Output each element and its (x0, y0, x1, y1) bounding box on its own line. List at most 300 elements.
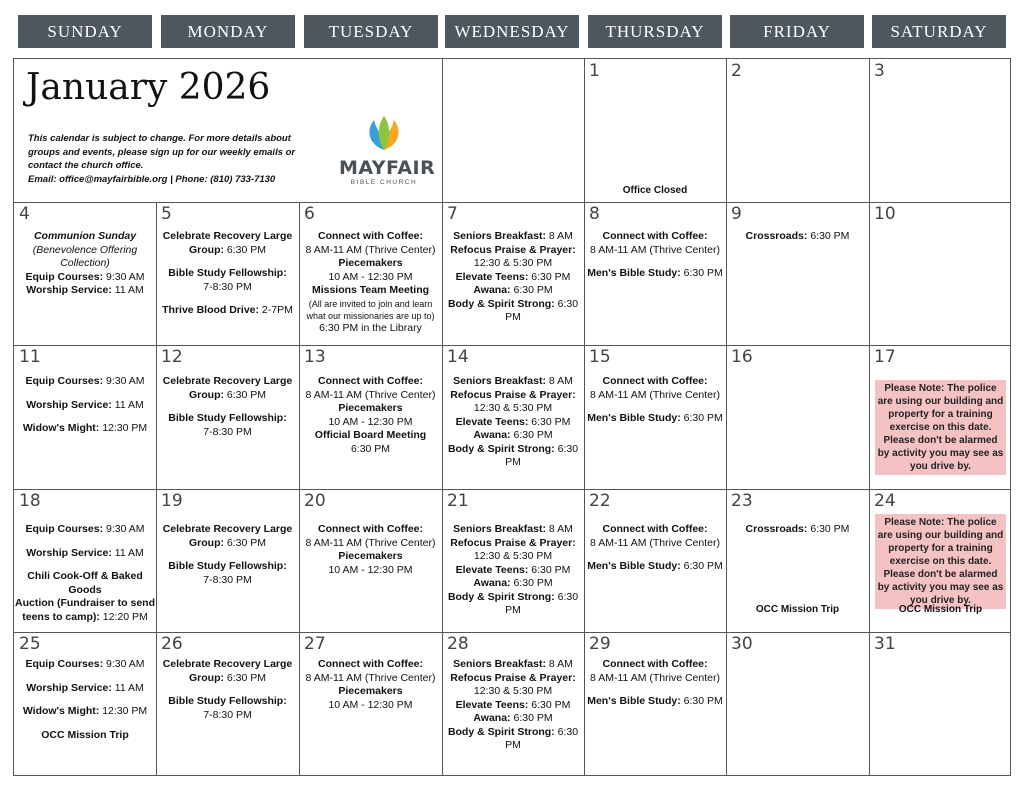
event-line (442, 284, 584, 298)
event-time: 6:30 PM (807, 230, 850, 242)
event-name: Communion Sunday (33, 230, 137, 242)
event-name: (Benevolence Offering (32, 243, 138, 256)
event-name: Bible Study Fellowship: (168, 560, 287, 572)
event-time: 12:30 & 5:30 PM (473, 685, 553, 697)
event-name: Connect with Coffee: (318, 523, 423, 535)
event-line (299, 658, 442, 672)
event-time: 6:30 PM (528, 563, 571, 576)
day-header-sunday (18, 15, 152, 48)
day-cell-17[interactable] (869, 345, 1012, 489)
event-name: Body & Spirit Strong: (447, 442, 555, 455)
event-name: Refocus Praise & Prayer: (450, 671, 576, 684)
event-time: 12:30 PM (99, 422, 148, 434)
event-line (156, 426, 299, 440)
day-cell-24[interactable] (869, 489, 1012, 632)
event-name: Collection) (60, 257, 110, 269)
event-line (299, 284, 442, 298)
event-name: Equip Courses: (25, 375, 104, 387)
event-time: 6:30 PM (505, 590, 579, 616)
event-line (442, 244, 584, 258)
event-line (156, 523, 299, 537)
event-line (442, 550, 584, 564)
day-cell-26[interactable] (156, 632, 299, 777)
day-number: 12 (161, 347, 183, 367)
day-events (156, 230, 299, 318)
event-line (156, 281, 299, 295)
event-line (299, 257, 442, 271)
event-line (299, 322, 442, 336)
event-name: Connect with Coffee: (602, 658, 708, 670)
event-line (299, 537, 442, 551)
event-name: Connect with Coffee: (318, 658, 423, 670)
day-number: 25 (19, 634, 41, 654)
event-line (156, 389, 299, 403)
event-name: Awana: (473, 429, 511, 441)
day-cell-14[interactable] (442, 345, 584, 489)
event-line (442, 402, 584, 416)
event-time: 6:30 PM (680, 267, 723, 279)
event-line (299, 310, 442, 322)
event-name: Men's Bible Study: (587, 267, 681, 279)
day-header-label: THURSDAY (605, 21, 705, 41)
day-bottom-label: Office Closed (622, 185, 688, 196)
event-name: Piecemakers (338, 685, 403, 697)
day-number: 14 (447, 347, 469, 367)
day-cell-11[interactable] (14, 345, 156, 489)
day-header-friday (730, 15, 864, 48)
day-events (584, 658, 726, 709)
event-time: 6:30 PM (223, 243, 267, 256)
day-cell-30[interactable] (726, 632, 869, 777)
event-name: Celebrate Recovery Large (162, 375, 293, 387)
event-name: Connect with Coffee: (318, 375, 423, 387)
event-name: Body & Spirit Strong: (447, 725, 555, 738)
day-events (584, 375, 726, 426)
day-number: 24 (874, 491, 896, 511)
day-cell-13[interactable] (299, 345, 442, 489)
event-name: Elevate Teens: (455, 698, 529, 711)
day-events (299, 658, 442, 712)
event-line (442, 230, 584, 244)
event-line (14, 705, 156, 719)
day-header-tuesday (304, 15, 438, 48)
calendar-title-block (14, 59, 442, 202)
event-line (442, 591, 584, 618)
event-name: Missions Team Meeting (311, 284, 430, 296)
day-number: 11 (19, 347, 41, 367)
event-line (584, 267, 726, 281)
event-name: Chili Cook-Off & Baked Goods (27, 570, 143, 596)
day-number: 16 (731, 347, 753, 367)
event-line (584, 375, 726, 389)
event-line (299, 429, 442, 443)
police-notice: Please Note: The police are using our building and property for a training exercise on this date. Please don't be alarmed by activity you may see as you drive by. (875, 380, 1006, 475)
event-name: Refocus Praise & Prayer: (450, 388, 576, 401)
day-cell-22[interactable] (584, 489, 726, 632)
event-time: 7-8:30 PM (203, 280, 252, 293)
event-line (584, 230, 726, 244)
event-time: 8 AM-11 AM (Thrive Center) (305, 243, 436, 256)
event-name: Connect with Coffee: (602, 523, 708, 535)
day-number: 2 (731, 61, 742, 81)
event-name: Group: (188, 536, 224, 549)
event-line (442, 375, 584, 389)
event-line (726, 230, 869, 244)
event-name: OCC Mission Trip (41, 728, 129, 741)
day-cell-9[interactable] (726, 202, 869, 345)
event-time: 8 AM-11 AM (Thrive Center) (305, 388, 436, 401)
event-line (299, 298, 442, 310)
event-line (14, 682, 156, 696)
event-line (442, 672, 584, 686)
event-time: 8 AM (545, 375, 573, 387)
page-title: January 2026 (26, 67, 271, 108)
event-time: 11 AM (111, 284, 144, 296)
event-name: Body & Spirit Strong: (447, 590, 555, 603)
event-line (442, 257, 584, 271)
day-events (442, 658, 584, 753)
event-time: 7-8:30 PM (203, 425, 252, 438)
event-line (299, 416, 442, 430)
event-name: Bible Study Fellowship: (168, 695, 287, 707)
event-name: Auction (Fundraiser to send (14, 597, 155, 609)
event-line (156, 375, 299, 389)
event-time: 7-8:30 PM (203, 573, 252, 586)
event-name: Connect with Coffee: (318, 230, 423, 242)
day-cell-2[interactable] (726, 59, 869, 202)
event-line (442, 389, 584, 403)
event-time: 10 AM - 12:30 PM (328, 415, 413, 428)
day-events (299, 230, 442, 335)
day-cell-27[interactable] (299, 632, 442, 777)
event-line (156, 695, 299, 709)
event-time: 11 AM (111, 398, 144, 411)
event-time: 2-7PM (259, 304, 293, 316)
event-time: what our missionaries are up to) (306, 310, 435, 321)
day-cell-20[interactable] (299, 489, 442, 632)
day-events (14, 230, 156, 298)
event-time: 9:30 AM (103, 658, 145, 670)
day-cell-8[interactable] (584, 202, 726, 345)
event-time: 6:30 PM (505, 442, 579, 468)
day-cell-25[interactable] (14, 632, 156, 777)
event-line (14, 611, 156, 625)
event-time: 10 AM - 12:30 PM (328, 698, 413, 711)
day-number: 26 (161, 634, 183, 654)
event-line (442, 564, 584, 578)
event-time: 6:30 PM (223, 536, 267, 549)
event-line (14, 570, 156, 597)
day-bottom-label: OCC Mission Trip (755, 604, 840, 615)
event-time: 12:30 & 5:30 PM (473, 402, 553, 414)
event-line (442, 298, 584, 325)
event-time: 8 AM (545, 658, 573, 670)
event-time: 8 AM-11 AM (Thrive Center) (590, 536, 720, 549)
event-name: Refocus Praise & Prayer: (450, 243, 576, 256)
event-line (14, 422, 156, 436)
day-number: 23 (731, 491, 753, 511)
logo-subtitle: BIBLE CHURCH (350, 179, 418, 186)
event-line (14, 244, 156, 258)
event-name: Bible Study Fellowship: (168, 412, 287, 424)
day-number: 1 (589, 61, 600, 81)
day-number: 18 (19, 491, 41, 511)
event-name: Crossroads: (745, 523, 808, 535)
event-line (14, 523, 156, 537)
event-line (299, 523, 442, 537)
event-name: Elevate Teens: (455, 270, 529, 283)
event-name: Group: (188, 243, 224, 256)
day-cell-19[interactable] (156, 489, 299, 632)
day-cell-21[interactable] (442, 489, 584, 632)
event-line (156, 709, 299, 723)
day-events (299, 375, 442, 456)
day-events (584, 230, 726, 281)
event-line (442, 699, 584, 713)
day-header-label: WEDNESDAY (454, 21, 570, 41)
event-time: 9:30 AM (103, 270, 145, 283)
event-name: Seniors Breakfast: (453, 658, 546, 670)
day-cell-23[interactable] (726, 489, 869, 632)
event-line (14, 375, 156, 389)
event-line (14, 597, 156, 611)
event-name: Equip Courses: (25, 523, 104, 535)
event-line (442, 416, 584, 430)
calendar-intro (28, 132, 318, 186)
event-name: Awana: (473, 284, 511, 296)
event-time: 6:30 PM (528, 698, 571, 711)
day-header-monday (161, 15, 295, 48)
day-cell-16[interactable] (726, 345, 869, 489)
event-time: 8 AM-11 AM (Thrive Center) (305, 671, 436, 684)
event-name: Awana: (473, 577, 511, 589)
day-number: 3 (874, 61, 885, 81)
event-time: 8 AM-11 AM (Thrive Center) (590, 243, 720, 256)
event-line (299, 564, 442, 578)
day-number: 22 (589, 491, 611, 511)
event-time: 9:30 AM (103, 375, 145, 387)
day-number: 5 (161, 204, 172, 224)
event-time: 6:30 PM (510, 577, 553, 589)
event-line (299, 402, 442, 416)
event-time: 6:30 PM (223, 388, 267, 401)
day-number: 28 (447, 634, 469, 654)
event-time: 8 AM-11 AM (Thrive Center) (305, 536, 436, 549)
day-number: 27 (304, 634, 326, 654)
event-time: 6:30 PM (680, 412, 723, 424)
event-name: Men's Bible Study: (587, 560, 681, 572)
event-name: Widow's Might: (22, 422, 100, 434)
event-line (299, 672, 442, 686)
event-time: 6:30 PM (505, 725, 579, 751)
day-bottom-label: OCC Mission Trip (898, 604, 983, 615)
event-time: 6:30 PM (350, 442, 391, 455)
day-cell-12[interactable] (156, 345, 299, 489)
day-number: 7 (447, 204, 458, 224)
day-cell-5[interactable] (156, 202, 299, 345)
event-time: 11 AM (111, 681, 144, 694)
day-cell-10[interactable] (869, 202, 1012, 345)
day-header-label: SUNDAY (47, 21, 123, 41)
day-events (442, 230, 584, 325)
day-number: 29 (589, 634, 611, 654)
event-name: Thrive Blood Drive: (162, 304, 259, 316)
day-number: 19 (161, 491, 183, 511)
day-cell-7[interactable] (442, 202, 584, 345)
event-time: 9:30 AM (103, 523, 145, 535)
event-time: 6:30 PM (807, 523, 850, 535)
event-time: (All are invited to join and learn (308, 298, 433, 309)
event-line (14, 658, 156, 672)
day-events (14, 523, 156, 624)
event-name: Refocus Praise & Prayer: (450, 536, 576, 549)
event-name: Seniors Breakfast: (453, 375, 546, 387)
event-line (299, 550, 442, 564)
event-line (14, 729, 156, 743)
day-header-label: FRIDAY (763, 21, 831, 41)
day-number: 13 (304, 347, 326, 367)
event-line (442, 577, 584, 591)
event-line (156, 574, 299, 588)
day-cell-3[interactable] (869, 59, 1012, 202)
police-notice: Please Note: The police are using our building and property for a training exercise on this date. Please don't be alarmed by activity you may see as you drive by. (875, 514, 1006, 609)
event-time: 8 AM (545, 230, 573, 242)
event-name: Men's Bible Study: (587, 412, 681, 424)
event-line (726, 523, 869, 537)
day-number: 4 (19, 204, 30, 224)
day-events (14, 375, 156, 436)
event-line (442, 443, 584, 470)
event-line (299, 443, 442, 457)
event-time: 6:30 PM (510, 284, 553, 296)
event-name: Piecemakers (338, 257, 403, 269)
day-cell-31[interactable] (869, 632, 1012, 777)
event-name: Widow's Might: (22, 705, 100, 717)
day-header-label: SATURDAY (890, 21, 988, 41)
day-number: 9 (731, 204, 742, 224)
event-line (584, 560, 726, 574)
day-header-thursday (588, 15, 722, 48)
day-cell-6[interactable] (299, 202, 442, 345)
event-line (442, 658, 584, 672)
event-time: 10 AM - 12:30 PM (328, 563, 413, 576)
event-name: Official Board Meeting (314, 429, 427, 441)
event-time: 6:30 PM (680, 560, 723, 572)
day-number: 30 (731, 634, 753, 654)
event-time: 12:30 PM (99, 705, 148, 717)
event-line (299, 375, 442, 389)
event-name: Piecemakers (338, 550, 403, 562)
event-time: 8 AM-11 AM (Thrive Center) (590, 671, 720, 684)
event-line (442, 685, 584, 699)
event-name: Bible Study Fellowship: (168, 267, 287, 279)
event-name: Worship Service: (26, 284, 112, 296)
event-name: Seniors Breakfast: (453, 523, 546, 535)
day-header-wednesday (445, 15, 579, 48)
event-time: 10 AM - 12:30 PM (328, 270, 413, 283)
event-line (299, 244, 442, 258)
event-line (299, 271, 442, 285)
event-line (442, 726, 584, 753)
event-name: Connect with Coffee: (602, 230, 708, 242)
day-number: 21 (447, 491, 469, 511)
event-line (442, 537, 584, 551)
event-time: 6:30 PM (528, 415, 571, 428)
day-number: 20 (304, 491, 326, 511)
event-time: 6:30 PM (680, 695, 723, 707)
event-name: Seniors Breakfast: (453, 230, 546, 242)
event-time: 8 AM-11 AM (Thrive Center) (590, 388, 720, 401)
event-name: Celebrate Recovery Large (162, 523, 293, 535)
day-number: 8 (589, 204, 600, 224)
calendar-grid (13, 58, 1011, 776)
day-cell-18[interactable] (14, 489, 156, 632)
event-name: Men's Bible Study: (587, 695, 681, 707)
event-name: Elevate Teens: (455, 563, 529, 576)
event-name: Worship Service: (26, 398, 112, 411)
day-events (726, 230, 869, 244)
event-name: Equip Courses: (25, 270, 104, 283)
day-cell-29[interactable] (584, 632, 726, 777)
event-line (584, 389, 726, 403)
event-line (156, 267, 299, 281)
event-time: 7-8:30 PM (203, 708, 252, 721)
day-cell-1[interactable] (584, 59, 726, 202)
event-line (156, 230, 299, 244)
church-logo (339, 114, 436, 186)
event-line (584, 412, 726, 426)
day-events (14, 658, 156, 742)
event-line (584, 695, 726, 709)
event-name: Elevate Teens: (455, 415, 529, 428)
day-events (726, 523, 869, 537)
event-line (584, 672, 726, 686)
event-name: Worship Service: (26, 546, 112, 559)
event-line (442, 712, 584, 726)
event-time: 6:30 PM (510, 712, 553, 724)
event-time: 6:30 PM in the Library (319, 321, 422, 334)
event-name: Group: (188, 671, 224, 684)
event-line (156, 537, 299, 551)
event-line (156, 560, 299, 574)
day-cell-4[interactable] (14, 202, 156, 345)
day-cell-15[interactable] (584, 345, 726, 489)
event-line (299, 389, 442, 403)
event-name: Equip Courses: (25, 658, 104, 670)
day-number: 31 (874, 634, 896, 654)
logo-name: MAYFAIR (339, 157, 436, 179)
event-name: Crossroads: (745, 230, 808, 242)
day-number: 17 (874, 347, 896, 367)
event-line (584, 537, 726, 551)
leaf-logo-icon (358, 114, 410, 152)
event-line (14, 271, 156, 285)
event-time: 6:30 PM (528, 270, 571, 283)
event-time: 6:30 PM (505, 297, 579, 323)
day-events (442, 375, 584, 470)
event-line (584, 658, 726, 672)
event-time: 12:30 & 5:30 PM (473, 550, 553, 562)
event-name: Body & Spirit Strong: (447, 297, 555, 310)
event-line (156, 412, 299, 426)
event-name: Connect with Coffee: (602, 375, 708, 387)
day-cell-28[interactable] (442, 632, 584, 777)
event-line (14, 230, 156, 244)
event-name: Group: (188, 388, 224, 401)
event-line (299, 699, 442, 713)
event-line (584, 523, 726, 537)
event-time: 6:30 PM (223, 671, 267, 684)
